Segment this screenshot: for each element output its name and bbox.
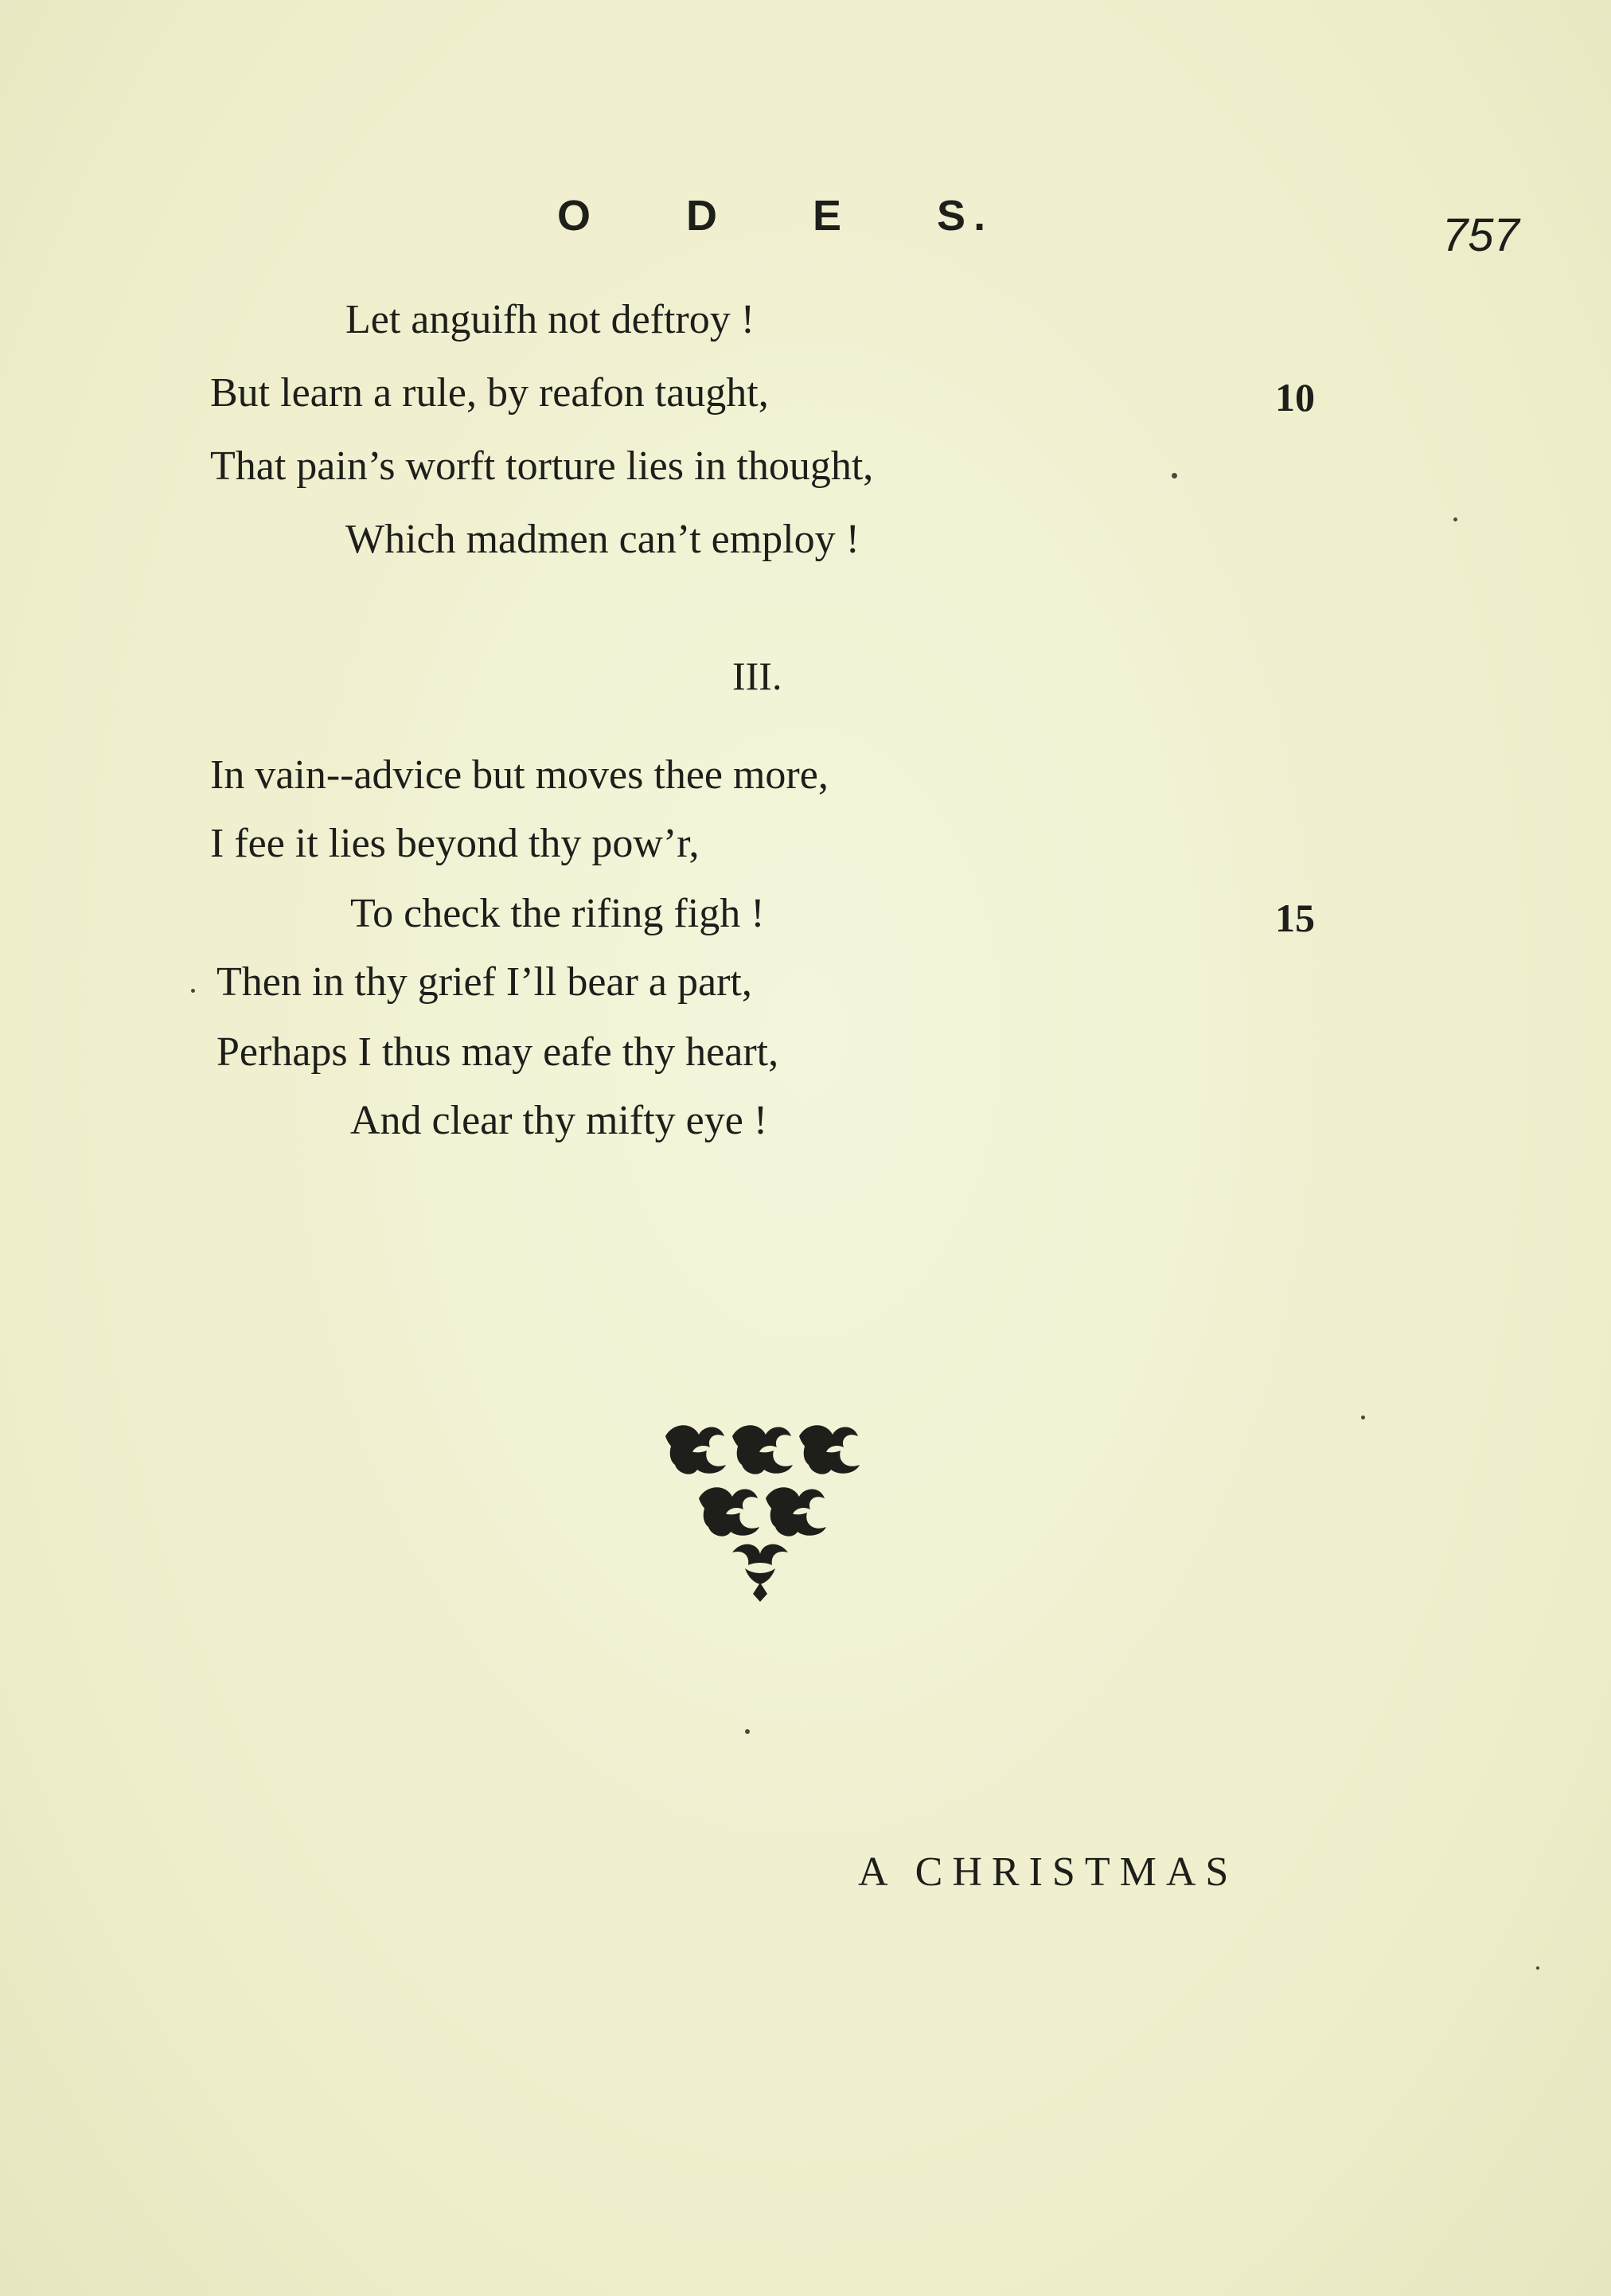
verse-line: But learn a rule, by reafon taught, — [210, 370, 769, 416]
running-head-letter: O — [557, 192, 599, 240]
line-number: 15 — [1275, 896, 1315, 940]
verse-line: I fee it lies beyond thy pow’r, — [210, 821, 700, 866]
running-head-letter: D — [686, 192, 726, 240]
running-head — [557, 191, 993, 240]
catchword: A CHRISTMAS — [858, 1849, 1238, 1895]
line-number: 10 — [1275, 375, 1315, 420]
verse-line: Then in thy grief I’ll bear a part, — [216, 959, 752, 1005]
verse-line: Which madmen can’t employ ! — [345, 517, 860, 562]
verse-line: To check the rifing figh ! — [350, 891, 765, 936]
verse-line: That pain’s worft torture lies in thought, — [210, 443, 874, 489]
verse-line: Let anguifh not deftroy ! — [345, 297, 755, 342]
running-head-letter: S. — [937, 192, 994, 240]
verse-line: Perhaps I thus may eafe thy heart, — [216, 1029, 779, 1075]
verse-line: In vain--advice but moves thee more, — [210, 752, 829, 798]
verse-line: And clear thy mifty eye ! — [350, 1098, 768, 1143]
fleuron-tailpiece-icon — [657, 1419, 863, 1602]
page-number: 757 — [1442, 209, 1519, 261]
running-head-letter: E — [813, 192, 850, 240]
stanza-heading: III. — [732, 654, 782, 698]
